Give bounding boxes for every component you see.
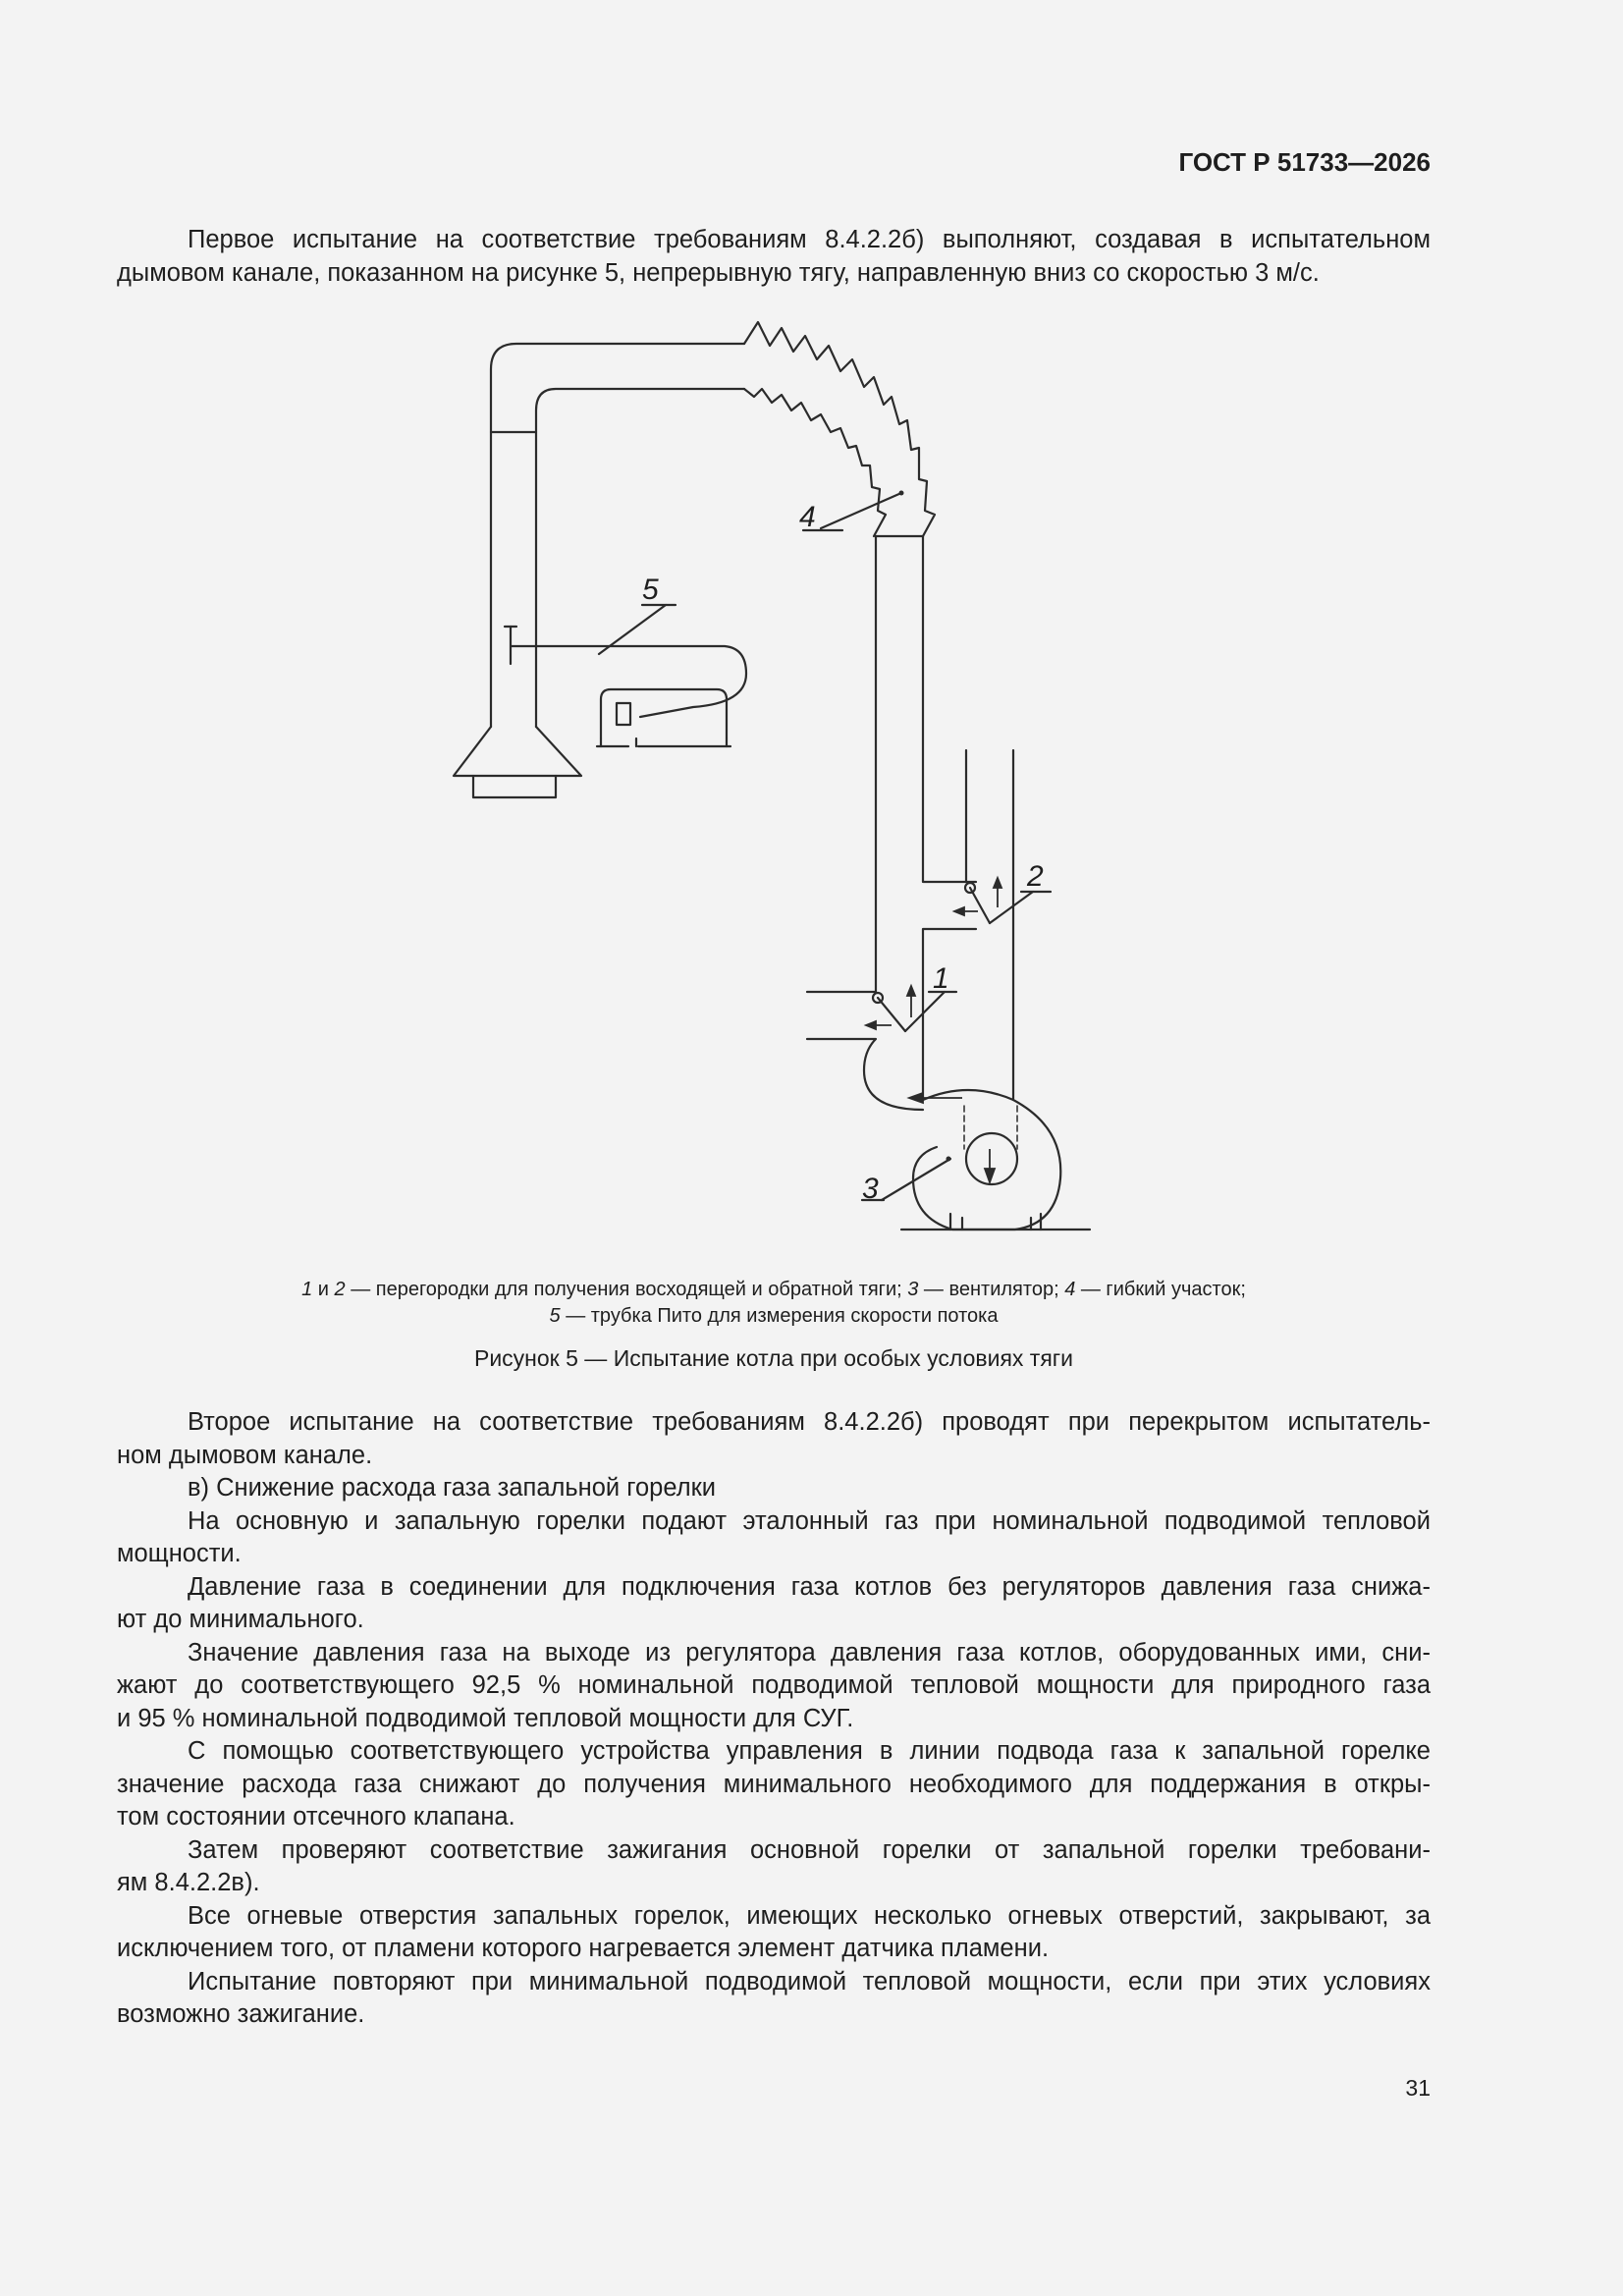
label-1: 1 — [933, 962, 949, 995]
figure-legend — [117, 1277, 1431, 1330]
legend-line-2 — [117, 1303, 1431, 1330]
text-line: том состоянии отсечного клапана. — [117, 1803, 515, 1831]
text-line: Значение давления газа на выходе из регулятора давления газа котлов, оборудованных ими, сни- — [188, 1638, 1431, 1667]
text-line: дымовом канале, показанном на рисунке 5, непрерывную тягу, направленную вниз со скоростью 3 м/с. — [117, 258, 1320, 287]
figure-title: Рисунок 5 — Испытание котла при особых условиях тяги — [473, 1345, 1074, 1371]
label-3: 3 — [862, 1173, 879, 1205]
legend-fragment: 4 — [1064, 1279, 1076, 1300]
legend-fragment: 1 — [301, 1279, 313, 1300]
label-2: 2 — [1027, 860, 1044, 893]
legend-fragment: — перегородки для получения восходящей и обратной тяги; — [345, 1279, 908, 1300]
text-line: Испытание повторяют при минимальной подводимой тепловой мощности, если при этих условиях — [188, 1967, 1431, 1995]
text-line: возможно зажигание. — [117, 2000, 365, 2028]
text-line: ют до минимального. — [117, 1606, 364, 1633]
text-line: Второе испытание на соответствие требованиям 8.4.2.2б) проводят при перекрытом испытатель- — [188, 1408, 1431, 1436]
text-line: С помощью соответствующего устройства управления в линии подвода газа к запальной горелке — [188, 1737, 1431, 1765]
text-line: жают до соответствующего 92,5 % номинальной подводимой тепловой мощности для природного газа — [117, 1671, 1431, 1699]
text-line: ям 8.4.2.2в). — [117, 1869, 260, 1896]
text-line: мощности. — [117, 1540, 242, 1567]
legend-fragment: 2 — [334, 1279, 346, 1300]
paragraph — [117, 1406, 1431, 2032]
text-line: Все огневые отверстия запальных горелок, имеющих несколько огневых отверстий, закрывают, за — [188, 1901, 1431, 1930]
text-line: ном дымовом канале. — [117, 1441, 373, 1469]
text-line: значение расхода газа снижают до получения минимального необходимого для поддержания в откры- — [117, 1770, 1431, 1798]
legend-fragment: — трубка Пито для измерения скорости потока — [560, 1305, 999, 1327]
text-line: и 95 % номинальной подводимой тепловой мощности для СУГ. — [117, 1704, 854, 1732]
text-line: Давление газа в соединении для подключения газа котлов без регуляторов давления газа снижа- — [188, 1572, 1431, 1601]
hood — [454, 727, 581, 776]
legend-fragment: 3 — [907, 1279, 919, 1300]
left-duct-outer — [491, 344, 744, 727]
legend-line-1 — [117, 1277, 1431, 1303]
fan-casing — [913, 1090, 1060, 1230]
intro-paragraph — [117, 224, 1431, 290]
text-line: На основную и запальную горелки подают эталонный газ при номинальной подводимой тепловой — [188, 1506, 1431, 1535]
text-line: в) Снижение расхода газа запальной горелки — [188, 1474, 716, 1502]
document-number: ГОСТ Р 51733—2026 — [1178, 147, 1431, 177]
manometer — [601, 689, 727, 738]
baffle-2 — [970, 888, 990, 923]
label-5: 5 — [642, 574, 659, 606]
text-line: Первое испытание на соответствие требованиям 8.4.2.2б) выполняют, создавая в испытательном — [188, 226, 1431, 253]
page-number: 31 — [1405, 2075, 1431, 2101]
label-4: 4 — [799, 501, 816, 533]
text-line: исключением того, от пламени которого нагревается элемент датчика пламени. — [117, 1935, 1050, 1962]
figure-5-diagram — [432, 314, 1119, 1257]
legend-fragment: — гибкий участок; — [1075, 1279, 1246, 1300]
text-line: Затем проверяют соответствие зажигания основной горелки от запальной горелки требовани- — [188, 1835, 1431, 1864]
legend-fragment: 5 — [549, 1305, 561, 1327]
left-duct-inner — [536, 389, 744, 727]
legend-fragment: — вентилятор; — [918, 1279, 1065, 1300]
legend-fragment: и — [312, 1279, 335, 1300]
